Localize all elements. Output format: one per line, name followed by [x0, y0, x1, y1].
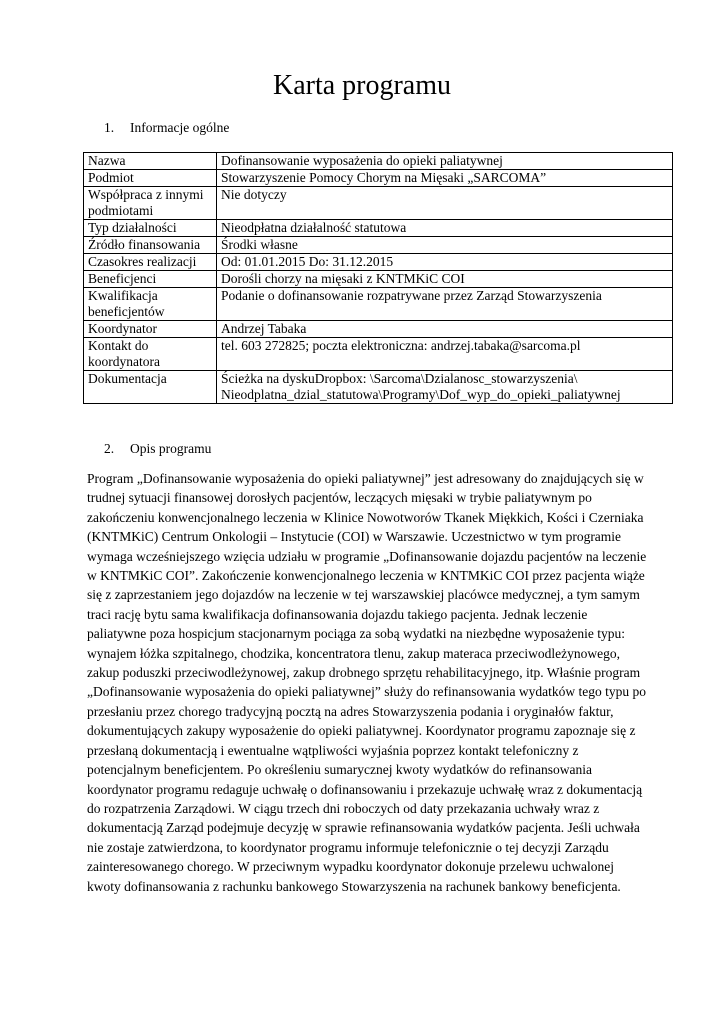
row-label: Źródło finansowania [84, 237, 217, 254]
row-label: Współpraca z innymi podmiotami [84, 187, 217, 220]
row-label: Czasokres realizacji [84, 254, 217, 271]
section-heading-description [104, 440, 211, 458]
row-value: Dofinansowanie wyposażenia do opieki paliatywnej [217, 153, 673, 170]
row-value: Podanie o dofinansowanie rozpatrywane przez Zarząd Stowarzyszenia [217, 288, 673, 321]
section-title: Opis programu [130, 441, 212, 456]
row-value: Od: 01.01.2015 Do: 31.12.2015 [217, 254, 673, 271]
table-row [84, 220, 673, 237]
row-value: Andrzej Tabaka [217, 321, 673, 338]
table-row [84, 170, 673, 187]
table-row [84, 254, 673, 271]
row-value: Środki własne [217, 237, 673, 254]
row-label: Beneficjenci [84, 271, 217, 288]
row-value: tel. 603 272825; poczta elektroniczna: andrzej.tabaka@sarcoma.pl [217, 338, 673, 371]
row-label: Kwalifikacja beneficjentów [84, 288, 217, 321]
table-row [84, 271, 673, 288]
description-paragraph: Program „Dofinansowanie wyposażenia do opieki paliatywnej” jest adresowany do znajdujących się w trudnej sytuacji finansowej dorosłych pacjentów, leczących mięsaki w trybie paliatywnym po zakończeniu konwencjonalnego leczenia w Klinice Nowotworów Tkanek Miękkich, Kości i Czerniaka (KNTMKiC) Centrum Onkologii – Instytucie (COI) w Warszawie. Uczestnictwo w tym programie wymaga wcześniejszego wzięcia udziału w programie „Dofinansowanie dojazdu pacjentów na leczenie w KNTMKiC COI”. Zakończenie konwencjonalnego leczenia w KNTMKiC COI przez pacjenta wiąże się z zaprzestaniem jego dojazdów na leczenie w tej warszawskiej placówce medycznej, a tym samym traci rację bytu sama kwalifikacja dofinansowania dojazdu takiego pacjenta. Jednak leczenie paliatywne poza hospicjum stacjonarnym pociąga za sobą wydatki na niezbędne wyposażenie typu: wynajem łóżka szpitalnego, chodzika, koncentratora tlenu, zakup materaca przeciwodleżynowego, zakup poduszki przeciwodleżynowej, zakup drobnego sprzętu rehabilitacyjnego, itp. Właśnie program „Dofinansowanie wyposażenia do opieki paliatywnej” służy do refinansowania wydatków tego typu po przesłaniu przez chorego tradycyjną pocztą na adres Stowarzyszenia podania i oryginałów faktur, dokumentujących zakupy wyposażenie do opieki paliatywnej. Koordynator programu zapoznaje się z przesłaną dokumentacją i ewentualne wątpliwości wyjaśnia poprzez kontakt telefoniczny z potencjalnym beneficjentem. Po określeniu sumarycznej kwoty wydatków do refinansowania koordynator programu redaguje uchwałę o dofinansowaniu i przekazuje uchwałę wraz z dokumentacją do rozpatrzenia Zarządowi. W ciągu trzech dni roboczych od daty przekazania uchwały wraz z dokumentacją Zarząd podejmuje decyzję w sprawie refinansowania wydatków pacjenta. Jeśli uchwała nie zostaje zatwierdzona, to koordynator programu informuje telefonicznie o tej decyzji Zarządu zainteresowanego chorego. W przeciwnym wypadku koordynator dokonuje przelewu uchwalonej kwoty dofinansowania z rachunku bankowego Stowarzyszenia na rachunek bankowy beneficjenta. [87, 471, 647, 894]
row-value: Ścieżka na dyskuDropbox: \Sarcoma\Dzialanosc_stowarzyszenia\ Nieodplatna_dzial_statutowa\Programy\Dof_wyp_do_opieki_paliatywnej [217, 371, 673, 404]
table-row [84, 371, 673, 404]
row-value: Stowarzyszenie Pomocy Chorym na Mięsaki „SARCOMA” [217, 170, 673, 187]
section-number: 2. [104, 441, 115, 456]
table-row [84, 321, 673, 338]
row-label: Koordynator [84, 321, 217, 338]
program-info-table [83, 152, 673, 404]
row-label: Nazwa [84, 153, 217, 170]
row-label: Typ działalności [84, 220, 217, 237]
page-title: Karta programu [272, 70, 452, 101]
row-label: Dokumentacja [84, 371, 217, 404]
table-row [84, 153, 673, 170]
row-value: Dorośli chorzy na mięsaki z KNTMKiC COI [217, 271, 673, 288]
row-value: Nieodpłatna działalność statutowa [217, 220, 673, 237]
table-row [84, 338, 673, 371]
row-label: Podmiot [84, 170, 217, 187]
section-title: Informacje ogólne [130, 120, 230, 135]
row-label: Kontakt do koordynatora [84, 338, 217, 371]
table-row [84, 288, 673, 321]
program-description [87, 469, 647, 896]
table-row [84, 187, 673, 220]
section-heading-general-info [104, 119, 229, 137]
table-row [84, 237, 673, 254]
row-value: Nie dotyczy [217, 187, 673, 220]
section-number: 1. [104, 120, 115, 135]
